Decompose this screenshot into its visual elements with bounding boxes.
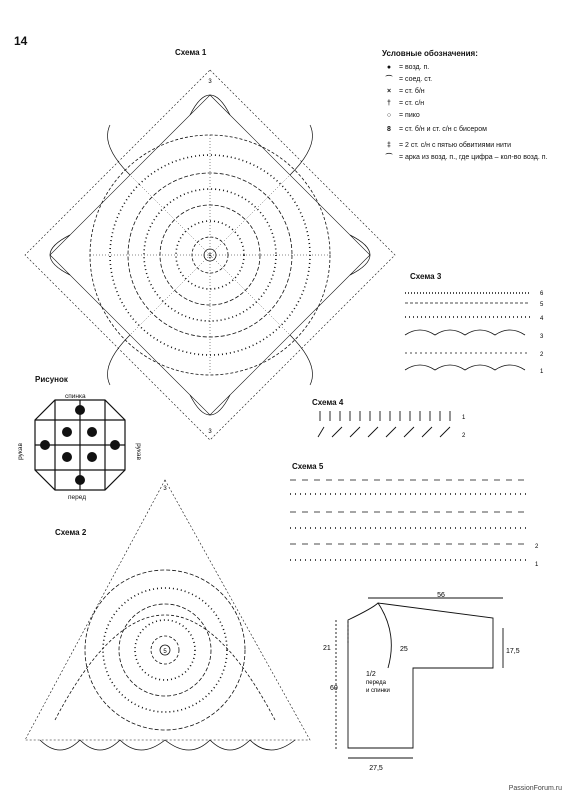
scheme4-title: Схема 4 (312, 398, 344, 407)
scheme5-title: Схема 5 (292, 462, 324, 471)
legend-item-picot (382, 110, 562, 122)
legend-text: = арка из возд. п., где цифра – кол-во возд. п. (399, 154, 548, 161)
drawing-right-sleeve-label: рукав (134, 443, 142, 460)
dim-56: 56 (437, 592, 445, 599)
drawing-title: Рисунок (35, 375, 68, 384)
legend-text: = соед. ст. (399, 76, 433, 83)
svg-text:3: 3 (208, 429, 212, 435)
chain-arch-icon: ⌒ (385, 154, 393, 161)
half-label: 1/2 (366, 671, 376, 678)
half-sub1: переда (366, 680, 386, 686)
svg-text:3: 3 (163, 486, 167, 492)
legend-item-arch (382, 152, 562, 164)
dim-25: 25 (400, 646, 408, 653)
scheme3-row-4: 4 (540, 316, 544, 322)
scheme3-row-6: 6 (540, 291, 544, 297)
legend-item-dc (382, 98, 562, 110)
bead-icon: 8 (387, 126, 391, 133)
double-dagger-icon: ‡ (387, 142, 391, 149)
half-sub2: и спинки (366, 688, 390, 694)
scheme3-row-2: 2 (540, 352, 544, 358)
legend-item-bead (382, 124, 562, 136)
drawing-left-sleeve-label: рукав (16, 443, 24, 460)
legend-text: = 2 ст. с/н с пятью обвитиями нити (399, 142, 512, 149)
scheme1-title: Схема 1 (175, 48, 207, 57)
scheme3-title: Схема 3 (410, 272, 442, 281)
scheme4-diagram (310, 405, 475, 445)
scheme5-row-1: 1 (535, 562, 539, 568)
svg-text:5: 5 (208, 254, 212, 260)
scheme5-diagram (285, 472, 545, 572)
legend-text: = возд. п. (399, 64, 430, 71)
legend-text: = пико (399, 112, 420, 119)
dim-21: 21 (323, 645, 331, 652)
scheme4-row-2: 2 (462, 433, 466, 439)
watermark: PassionForum.ru (508, 785, 562, 792)
legend-text: = ст. с/н (399, 100, 425, 107)
legend-item-slip (382, 74, 562, 86)
scheme3-row-1: 1 (540, 369, 544, 375)
scheme3-row-5: 5 (540, 302, 544, 308)
filled-dot-icon: ● (386, 64, 392, 71)
legend-item-chain (382, 62, 562, 74)
dim-60: 60 (330, 685, 338, 692)
page-number: 14 (14, 34, 28, 48)
legend (382, 48, 562, 164)
drawing-back-label: спинка (65, 393, 86, 400)
circle-icon: ○ (386, 112, 392, 119)
cross-icon: × (386, 88, 392, 95)
arc-icon: ⌒ (385, 76, 393, 83)
dim-27-5: 27,5 (369, 765, 383, 772)
legend-text: = ст. б/н и ст. с/н с бисером (399, 126, 487, 133)
dagger-icon: † (387, 100, 391, 107)
drawing-front-label: перед (68, 494, 87, 501)
legend-title: Условные обозначения: (382, 49, 478, 58)
dim-17-5: 17,5 (506, 648, 520, 655)
legend-text: = ст. б/н (399, 88, 425, 95)
scheme2-title: Схема 2 (55, 528, 87, 537)
legend-item-double (382, 140, 562, 152)
scheme5-row-2: 2 (535, 544, 539, 550)
scheme4-row-1: 1 (462, 415, 466, 421)
scheme3-diagram (400, 285, 550, 380)
scheme2-diagram (20, 470, 320, 775)
svg-text:5: 5 (163, 649, 167, 655)
garment-pattern (318, 588, 518, 773)
scheme3-row-3: 3 (540, 334, 544, 340)
legend-item-sc (382, 86, 562, 98)
svg-text:3: 3 (208, 79, 212, 85)
